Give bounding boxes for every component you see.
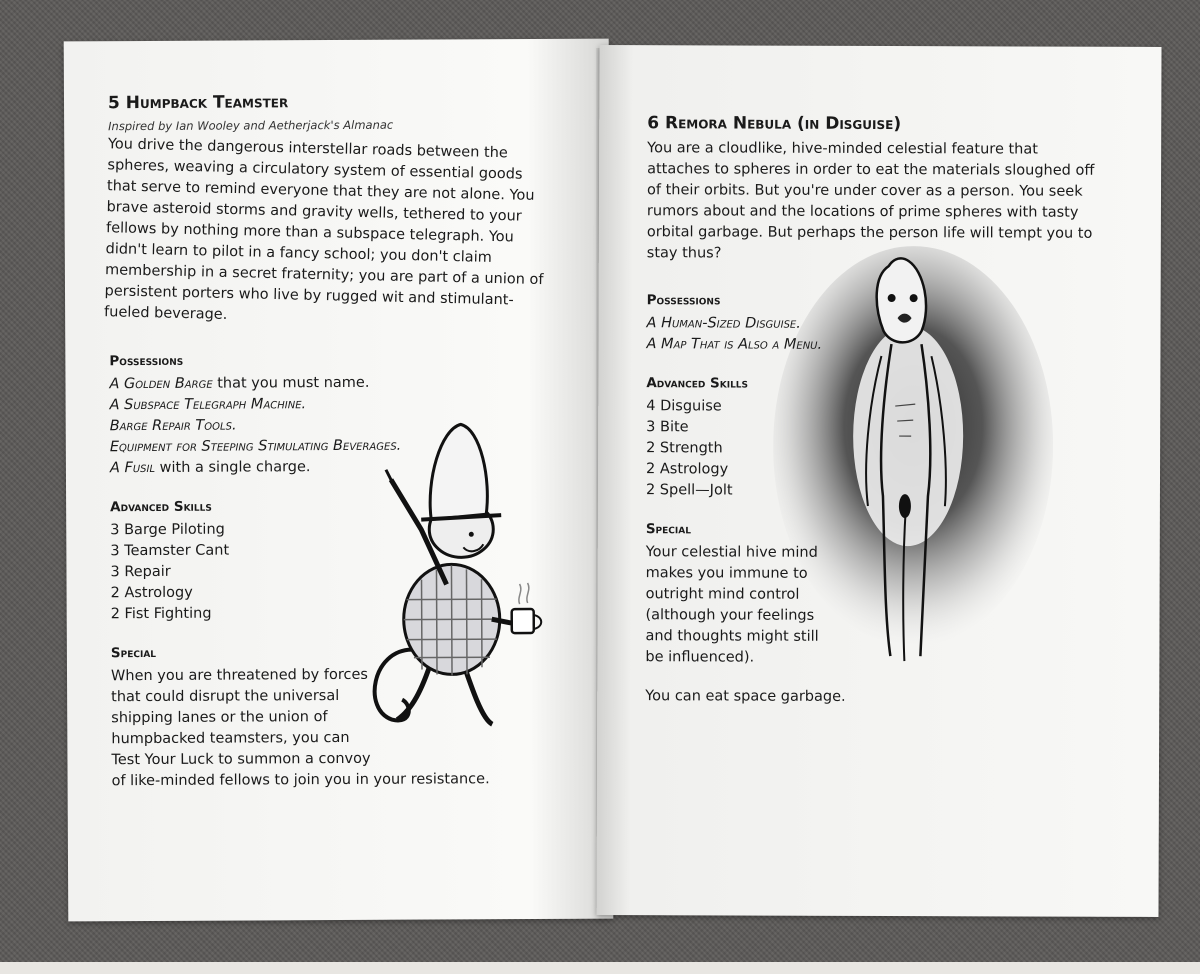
special-line: humpbacked teamsters, you can <box>111 729 350 748</box>
skill-item: 2 Strength <box>646 440 723 457</box>
right-page-text <box>645 113 1097 709</box>
left-page-credit: Inspired by Ian Wooley and Aetherjack's Almanac <box>108 117 394 134</box>
special-line: that could disrupt the universal <box>111 687 340 706</box>
special-line: outright mind control <box>645 586 800 603</box>
right-skills-list <box>646 396 1096 503</box>
right-possessions-title: Possessions <box>646 292 721 309</box>
skill-item: 2 Astrology <box>110 584 193 602</box>
special-line: and thoughts might still <box>645 628 819 645</box>
skill-item: 2 Astrology <box>646 461 729 478</box>
right-page-description: You are a cloudlike, hive-minded celestial feature that attaches to spheres in order to eat the materials sloughed off of their orbits. But you're under cover as a person. You seek rumors about and the locations of prime spheres with tasty orbital garbage. But perhaps the person life will tempt you to stay thus? <box>646 140 1095 262</box>
left-special-title: Special <box>110 644 157 662</box>
humpback-teamster-illustration <box>351 419 573 740</box>
special-line: When you are threatened by forces <box>110 666 368 685</box>
skill-item: 3 Barge Piloting <box>110 521 225 539</box>
left-skills-title: Advanced Skills <box>110 498 212 516</box>
possession-item: A Map That is Also a Menu. <box>646 336 823 353</box>
skill-item: 3 Repair <box>110 563 171 581</box>
left-page <box>64 39 614 922</box>
skill-item: 2 Fist Fighting <box>110 605 212 623</box>
special-line: of like-minded fellows to join you in your resistance. <box>111 771 490 790</box>
left-page-description: You drive the dangerous interstellar roads between the spheres, weaving a circulatory system of essential goods that serve to remind everyone that they are not alone. You brave asteroid storms and gravity wells, tethered to your fellows by nothing more than a subspace telegraph. You didn't learn to pilot in a fancy school; you don't claim membership in a secret fraternity; you are part of a union of persistent porters who live by rugged wit and stimulant-fueled beverage. <box>103 136 544 323</box>
right-special-title: Special <box>645 521 691 538</box>
possession-item: A Subspace Telegraph Machine. <box>109 396 307 414</box>
table-edge <box>0 962 1200 974</box>
special-extra-line: You can eat space garbage. <box>645 688 846 705</box>
right-page <box>596 45 1161 917</box>
left-possessions-title: Possessions <box>109 352 184 370</box>
special-line: be influenced). <box>645 649 755 666</box>
right-possessions-list <box>646 313 1096 357</box>
special-line: makes you immune to <box>645 565 808 582</box>
right-page-title: 6 Remora Nebula (in Disguise) <box>647 113 902 135</box>
special-line: Your celestial hive mind <box>645 544 818 561</box>
special-line: Test Your Luck to summon a convoy <box>111 750 371 769</box>
left-page-title: 5 Humpback Teamster <box>107 92 289 114</box>
possession-item: Equipment for Steeping Stimulating Beverages. <box>109 437 402 456</box>
possession-item: A Human-Sized Disguise. <box>646 315 801 332</box>
skill-item: 3 Teamster Cant <box>110 542 230 560</box>
possession-item: Barge Repair Tools. <box>109 417 237 435</box>
right-skills-title: Advanced Skills <box>646 375 749 392</box>
possession-item: A Fusil with a single charge. <box>109 459 311 477</box>
skill-item: 2 Spell—Jolt <box>645 482 733 499</box>
right-special-text <box>645 542 851 708</box>
special-line: shipping lanes or the union of <box>111 709 328 727</box>
skill-item: 3 Bite <box>646 419 689 436</box>
possession-item: A Golden Barge that you must name. <box>109 374 370 393</box>
special-line: (although your feelings <box>645 607 815 624</box>
skill-item: 4 Disguise <box>646 398 722 415</box>
